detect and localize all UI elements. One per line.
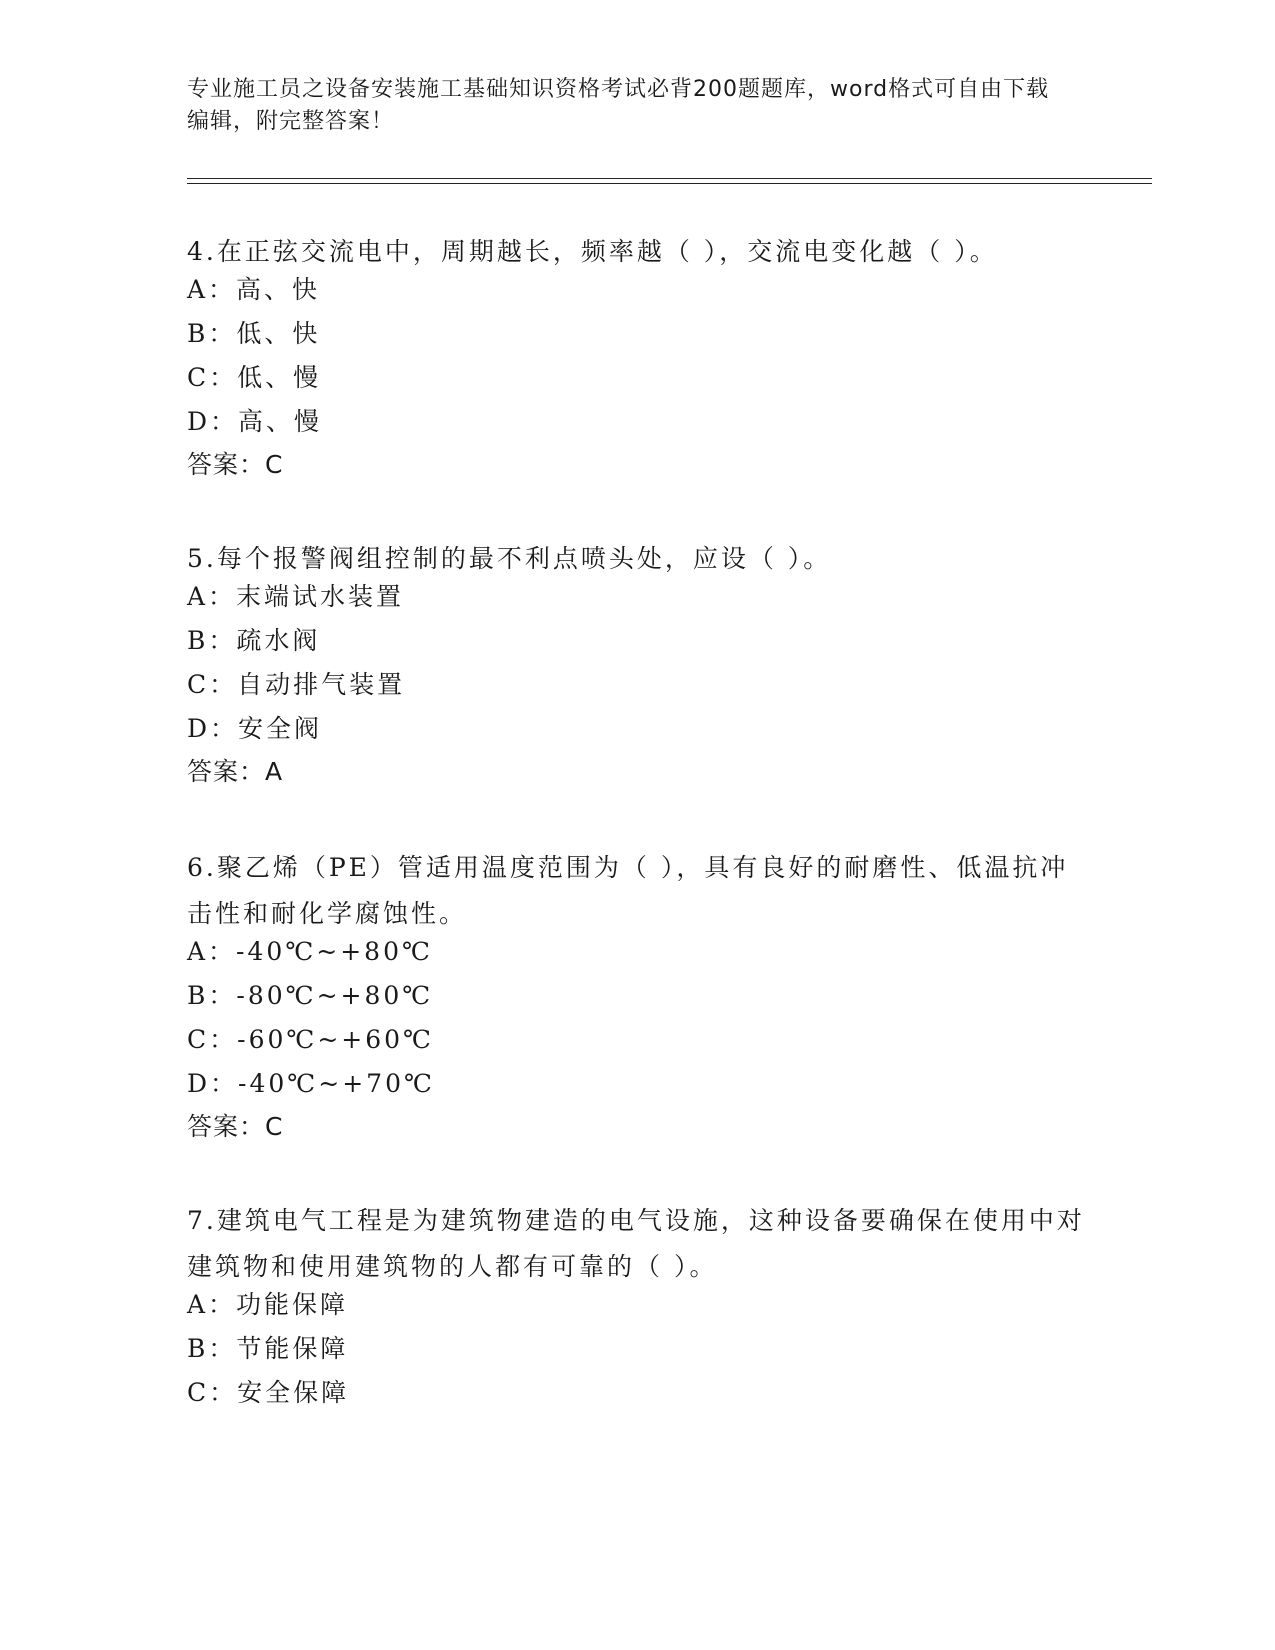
question-option: A：-40℃~+80℃	[187, 937, 433, 966]
question-stem: 7.建筑电气工程是为建筑物建造的电气设施，这种设备要确保在使用中对建筑物和使用建筑物的人都有可靠的（ ）。	[187, 1206, 1085, 1281]
header-divider	[187, 183, 1152, 184]
question-answer: 答案：C	[187, 1112, 284, 1141]
question-option: A：末端试水装置	[187, 582, 405, 611]
question-option: B：疏水阀	[187, 626, 321, 655]
document-header: 专业施工员之设备安装施工基础知识资格考试必背200题题库，word格式可自由下载编辑，附完整答案！	[187, 77, 1050, 134]
question-option: C：-60℃~+60℃	[187, 1025, 435, 1054]
question-answer: 答案：C	[187, 450, 284, 479]
question-option: C：自动排气装置	[187, 670, 406, 699]
question-option: A：功能保障	[187, 1290, 349, 1319]
question-option: B：低、快	[187, 319, 321, 348]
question-answer: 答案：A	[187, 757, 284, 786]
question-stem: 4.在正弦交流电中，周期越长，频率越（ ），交流电变化越（ ）。	[187, 237, 998, 266]
question-option: B：节能保障	[187, 1334, 349, 1363]
question-option: D：安全阀	[187, 714, 323, 743]
question-option: A：高、快	[187, 275, 321, 304]
header-divider	[187, 178, 1152, 179]
question-option: B：-80℃~+80℃	[187, 981, 434, 1010]
question-option: D：-40℃~+70℃	[187, 1069, 435, 1098]
question-stem: 6.聚乙烯（PE）管适用温度范围为（ ），具有良好的耐磨性、低温抗冲击性和耐化学腐蚀性。	[187, 853, 1069, 928]
question-option: D：高、慢	[187, 407, 323, 436]
question-stem: 5.每个报警阀组控制的最不利点喷头处，应设（ ）。	[187, 544, 832, 573]
question-option: C：安全保障	[187, 1378, 350, 1407]
question-option: C：低、慢	[187, 363, 322, 392]
